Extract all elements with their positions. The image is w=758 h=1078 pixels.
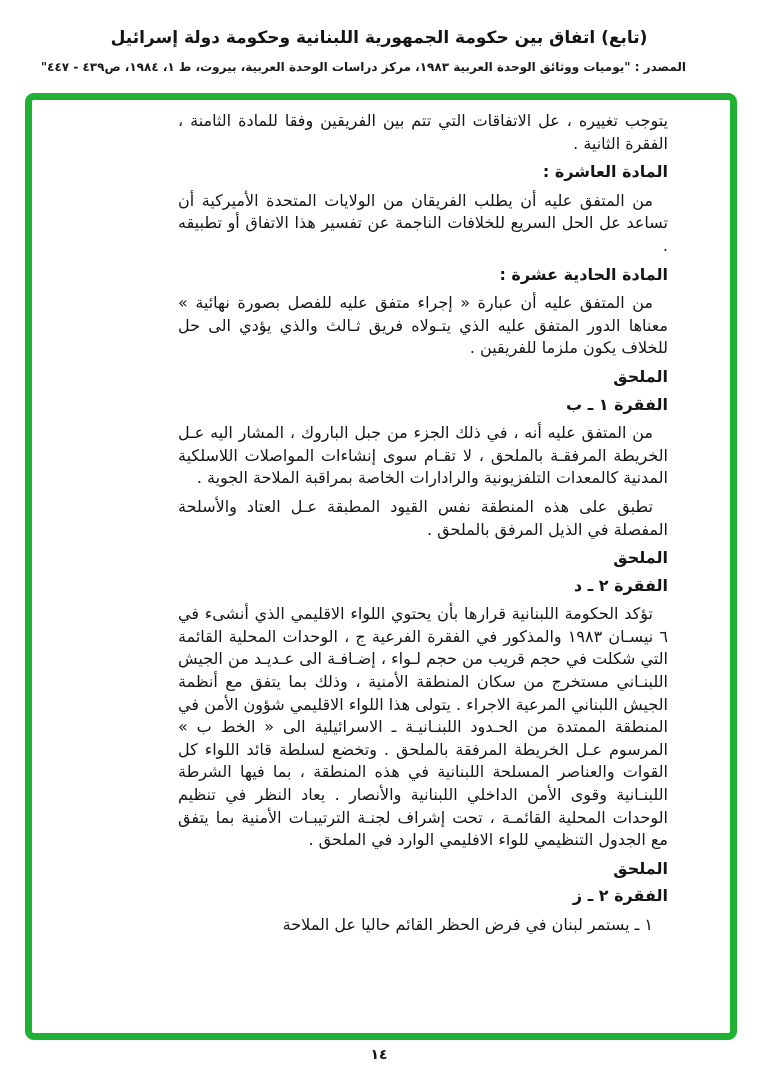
document-body [178,110,668,937]
body-paragraph: تطبق على هذه المنطقة نفس القيود المطبقة عـل العتاد والأسلحة المفصلة في الذيل المرفق بالملحق . [178,496,668,539]
article-heading: المادة الحادية عشرة : [499,264,668,284]
page-title: (تابع) اتفاق بين حكومة الجمهورية اللبنانية وحكومة دولة إسرائيل [110,28,648,48]
body-paragraph: تؤكد الحكومة اللبنانية قرارها بأن يحتوي اللواء الاقليمي الذي أنشىء في ٦ نيسـان ١٩٨٣ والمذكور في الفقرة الفرعية ج ، الوحدات المحلية القائمة التي شكلت في حجم قريب من حجم لـواء ، إضـافـة الى عـديـد من الجيش اللبنـاني مستخرج من سكان المنطقة الأمنية ، وذلك بما يتفق مع أنظمة الجيش اللبناني المرعية الاجراء . يتولى هذا اللواء الاقليمي شؤون الأمن في المنطقة الممتدة من الحـدود اللبنـانيـة ـ الاسرائيلية الى « الخط ب » المرسوم عـل الخريطة المرفقة بالملحق . وتخضع لسلطة قائد اللواء كل القوات والعناصر المسلحة اللبنانية في هذه المنطقة ، بما فيها الشرطة اللبنـانية وقوى الأمن الداخلي اللبنانية والأنصار . يعاد النظر في تنظيم الوحدات المحلية القائمـة ، تحت إشراف لجنـة الترتيبـات الأمنية بما يتفق مع الجدول التنظيمي للواء الافليمي الوارد في الملحق . [178,604,668,850]
body-paragraph: من المتفق عليه أن يطلب الفريقان من الولايات المتحدة الأميركية أن تساعد عل الحل السريع للخلافات الناجمة عن تفسير هذا الاتفاق أو تطبيقه . [178,190,668,255]
body-paragraph: من المتفق عليه أنه ، في ذلك الجزء من جبل الباروك ، المشار اليه عـل الخريطة المرفقـة بالملحق ، لا تقـام سوى إنشاءات المواصلات اللاسلكية المدنية كالمعدات التلفزيونية والرادارات الخاصة بمراقبة الملاحة الجوية . [178,423,668,488]
body-paragraph: يتوجب تغييره ، عل الاتفاقات التي تتم بين الفريقين وفقا للمادة الثامنة ، الفقرة الثانية . [178,111,668,153]
source-citation-line: المصدر : "يوميات ووثائق الوحدة العربية ١٩٨٣، مركز دراسات الوحدة العربية، بيروت، ط ١، ١٩٨٤، ص٤٣٩ - ٤٤٧" [40,60,686,74]
article-heading: الملحق [613,858,668,878]
article-subheading: الفقرة ٢ ـ ز [572,886,668,906]
article-heading: الملحق [613,366,668,386]
body-paragraph: من المتفق عليه أن عبارة « إجراء متفق عليه للفصل بصورة نهائية » معناها الدور المتفق عليه الذي يتـولاه فريق ثـالث والذي يؤدي الى حل للخلاف يكون ملزما للفريقين . [178,293,668,358]
article-subheading: الفقرة ٢ ـ د [573,575,668,595]
article-heading: المادة العاشرة : [542,162,668,182]
page-number: ١٤ [370,1047,388,1063]
article-heading: الملحق [613,548,668,568]
green-border-frame [25,93,737,1040]
body-paragraph: ١ ـ يستمر لبنان في فرض الحظر القائم حاليا عل الملاحة [282,915,653,934]
article-subheading: الفقرة ١ ـ ب [566,394,668,414]
